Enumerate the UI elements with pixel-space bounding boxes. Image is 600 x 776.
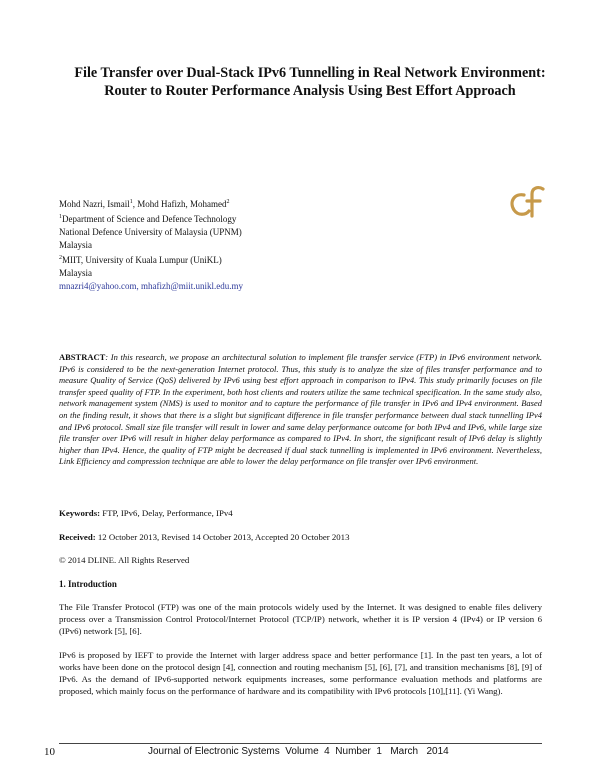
paper-title: File Transfer over Dual-Stack IPv6 Tunnelling in Real Network Environment: Router to Router Performance Analysis Using Best Effort Approach: [74, 65, 546, 99]
abstract-text: : In this research, we propose an architectural solution to implement file transfer service (FTP) in IPv6 environment network. IPv6 is considered to be the next-generation Internet protocol. Thus, this study is to analyze the size of files transfer performance and to measure Quality of Service (QoS) delivered by IPv6 using best effort approach in comparison to IPv4. This study primarily focuses on file transfer speed quality of FTP. In the experiment, both host clients and routers utilize the same technical specification. In the same study also, network management system (NMS) is used to monitor and to capture the performance of file transfer in IPv6 and IPv4 environment. Based on the finding result, it shows that there is a slight but significant difference in file transfer performance between dual stack tunnelling IPv4 and IPv6 protocol. Small size file transfer will result in lower and same delay performance outcome for both IPv4 and IPv6, while large size file transfer over IPv6 will result in higher delay performance as compared to IPv4. In short, the significant result of IPv6 delay is slightly higher than IPv4. Hence, the quality of FTP might be decreased if dual stack tunnelling is implemented in IPv6 environment. Nevertheless, Link Efficiency and compression technique are able to lower the delay performance on file transfer over IPv6 environment.: [59, 352, 542, 467]
footer-rule: [59, 743, 542, 744]
intro-paragraph-2: IPv6 is proposed by IEFT to provide the Internet with larger address space and better performance [1]. In the past ten years, a lot of works have been done on the protocol design [4], connection and routing mechanism [5], [6], [7], and transition mechanisms [8], [9] of IPv6. As the demand of IPv6-supported network equipments increases, some performance evaluation methods and platforms are proposed, which mainly focus on the performance of hardware and its compatibility with IPv6 protocols [10],[11]. (Yi Wang).: [59, 650, 542, 696]
received-dates: Received: 12 October 2013, Revised 14 October 2013, Accepted 20 October 2013: [59, 532, 350, 542]
author-emails[interactable]: mnazri4@yahoo.com, mhafizh@miit.unikl.edu.my: [59, 281, 244, 291]
keywords: Keywords: FTP, IPv6, Delay, Performance, IPv4: [59, 508, 233, 518]
author-block: [59, 196, 379, 293]
affiliation-1-line3: Malaysia: [59, 240, 92, 250]
abstract-label: ABSTRACT: [59, 352, 106, 362]
section-heading: 1. Introduction: [59, 579, 117, 589]
affiliation-2-line2: Malaysia: [59, 268, 92, 278]
logo-curve-c: [512, 195, 529, 215]
received-label: Received:: [59, 532, 96, 542]
page-number: 10: [44, 746, 55, 758]
author-names: Mohd Nazri, Ismail$^1$, Mohd Hafizh, Mohamed$^2$: [59, 199, 230, 209]
affiliation-2: $^2$MIIT, University of Kuala Lumpur (UniKL): [59, 255, 222, 265]
keywords-label: Keywords:: [59, 508, 101, 518]
abstract: [59, 352, 542, 468]
copyright: © 2014 DLINE. All Rights Reserved: [59, 555, 190, 565]
affiliation-1: $^1$Department of Science and Defence Technology: [59, 214, 237, 224]
dline-logo-icon: [505, 182, 549, 220]
journal-footer: Journal of Electronic Systems Volume 4 Number 1 March 2014: [148, 746, 449, 757]
affiliation-1-line2: National Defence University of Malaysia (UPNM): [59, 227, 242, 237]
intro-paragraph-1: The File Transfer Protocol (FTP) was one of the main protocols widely used by the Internet. It was designed to enable files delivery process over a Transmission Control Protocol/Internet Protocol (TCP/IP) network, whether it is IP version 4 (IPv4) or IP version 6 (IPv6) network [5], [6].: [59, 602, 542, 636]
